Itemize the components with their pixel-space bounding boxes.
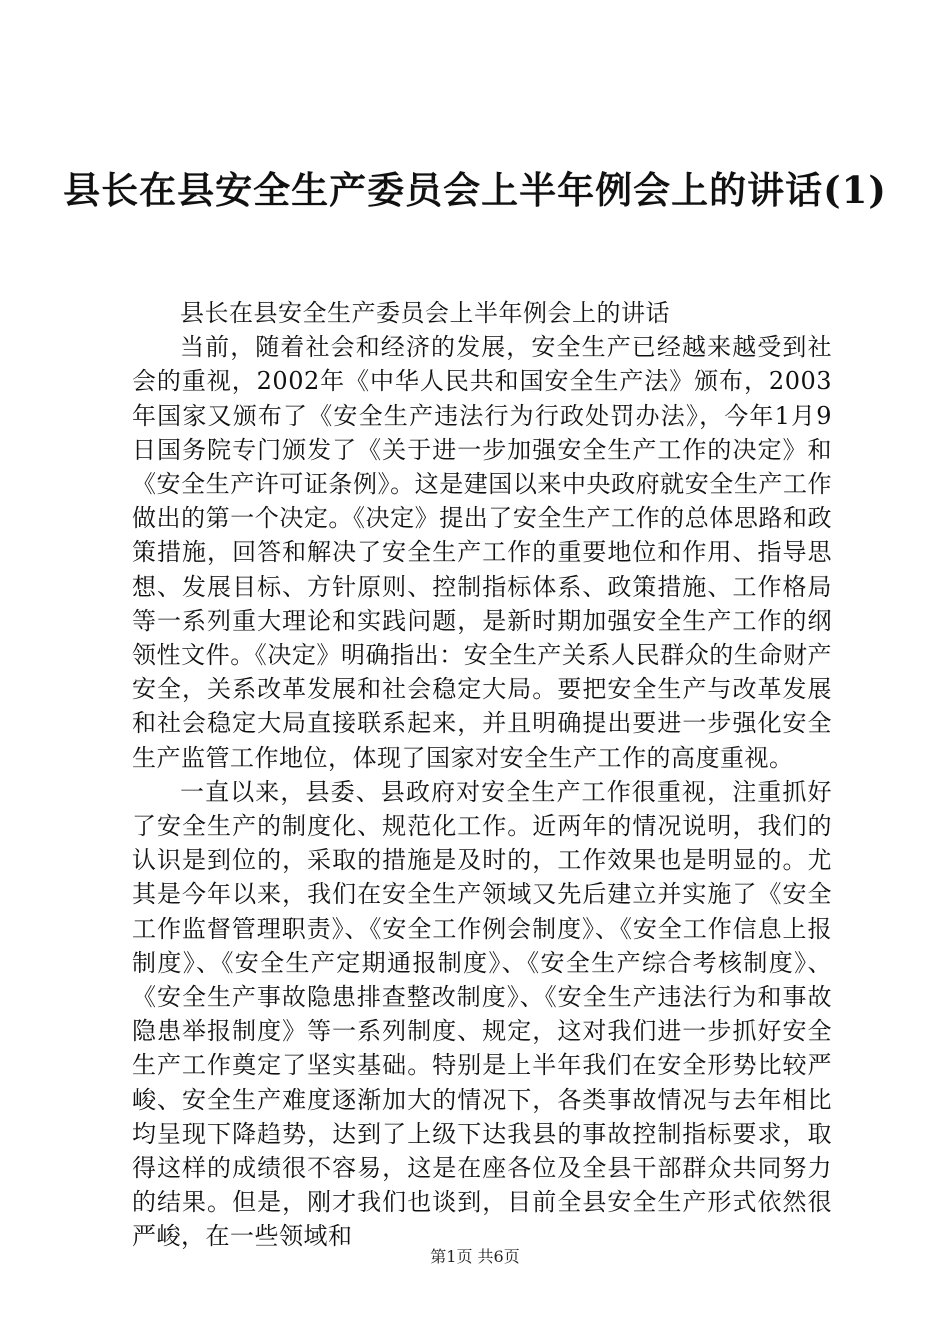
paragraph: 一直以来，县委、县政府对安全生产工作很重视，注重抓好了安全生产的制度化、规范化工作。近两年的情况说明，我们的认识是到位的，采取的措施是及时的，工作效果也是明显的。尤其是今年以来，我们在安全生产领域又先后建立并实施了《安全工作监督管理职责》、《安全工作例会制度》、《安全工作信息上报制度》、《安全生产定期通报制度》、《安全生产综合考核制度》、《安全生产事故隐患排查整改制度》、《安全生产违法行为和事故隐患举报制度》等一系列制度、规定，这对我们进一步抓好安全生产工作奠定了坚实基础。特别是上半年我们在安全形势比较严峻、安全生产难度逐渐加大的情况下，各类事故情况与去年相比均呈现下降趋势，达到了上级下达我县的事故控制指标要求，取得这样的成绩很不容易，这是在座各位及全县干部群众共同努力的结果。但是，刚才我们也谈到，目前全县安全生产形式依然很严峻，在一些领域和: [132, 777, 832, 1251]
document-title: 县长在县安全生产委员会上半年例会上的讲话(1): [63, 168, 887, 212]
document-body: [132, 296, 832, 1254]
page-footer: 第1页 共6页: [430, 1247, 520, 1266]
paragraph: 当前，随着社会和经济的发展，安全生产已经越来越受到社会的重视，2002年《中华人民共和国安全生产法》颁布，2003年国家又颁布了《安全生产违法行为行政处罚办法》，今年1月9日国务院专门颁发了《关于进一步加强安全生产工作的决定》和《安全生产许可证条例》。这是建国以来中央政府就安全生产工作做出的第一个决定。《决定》提出了安全生产工作的总体思路和政策措施，回答和解决了安全生产工作的重要地位和作用、指导思想、发展目标、方针原则、控制指标体系、政策措施、工作格局等一系列重大理论和实践问题，是新时期加强安全生产工作的纲领性文件。《决定》明确指出：安全生产关系人民群众的生命财产安全，关系改革发展和社会稳定大局。要把安全生产与改革发展和社会稳定大局直接联系起来，并且明确提出要进一步强化安全生产监管工作地位，体现了国家对安全生产工作的高度重视。: [132, 333, 832, 772]
paragraph-heading-line: 县长在县安全生产委员会上半年例会上的讲话: [180, 299, 670, 327]
